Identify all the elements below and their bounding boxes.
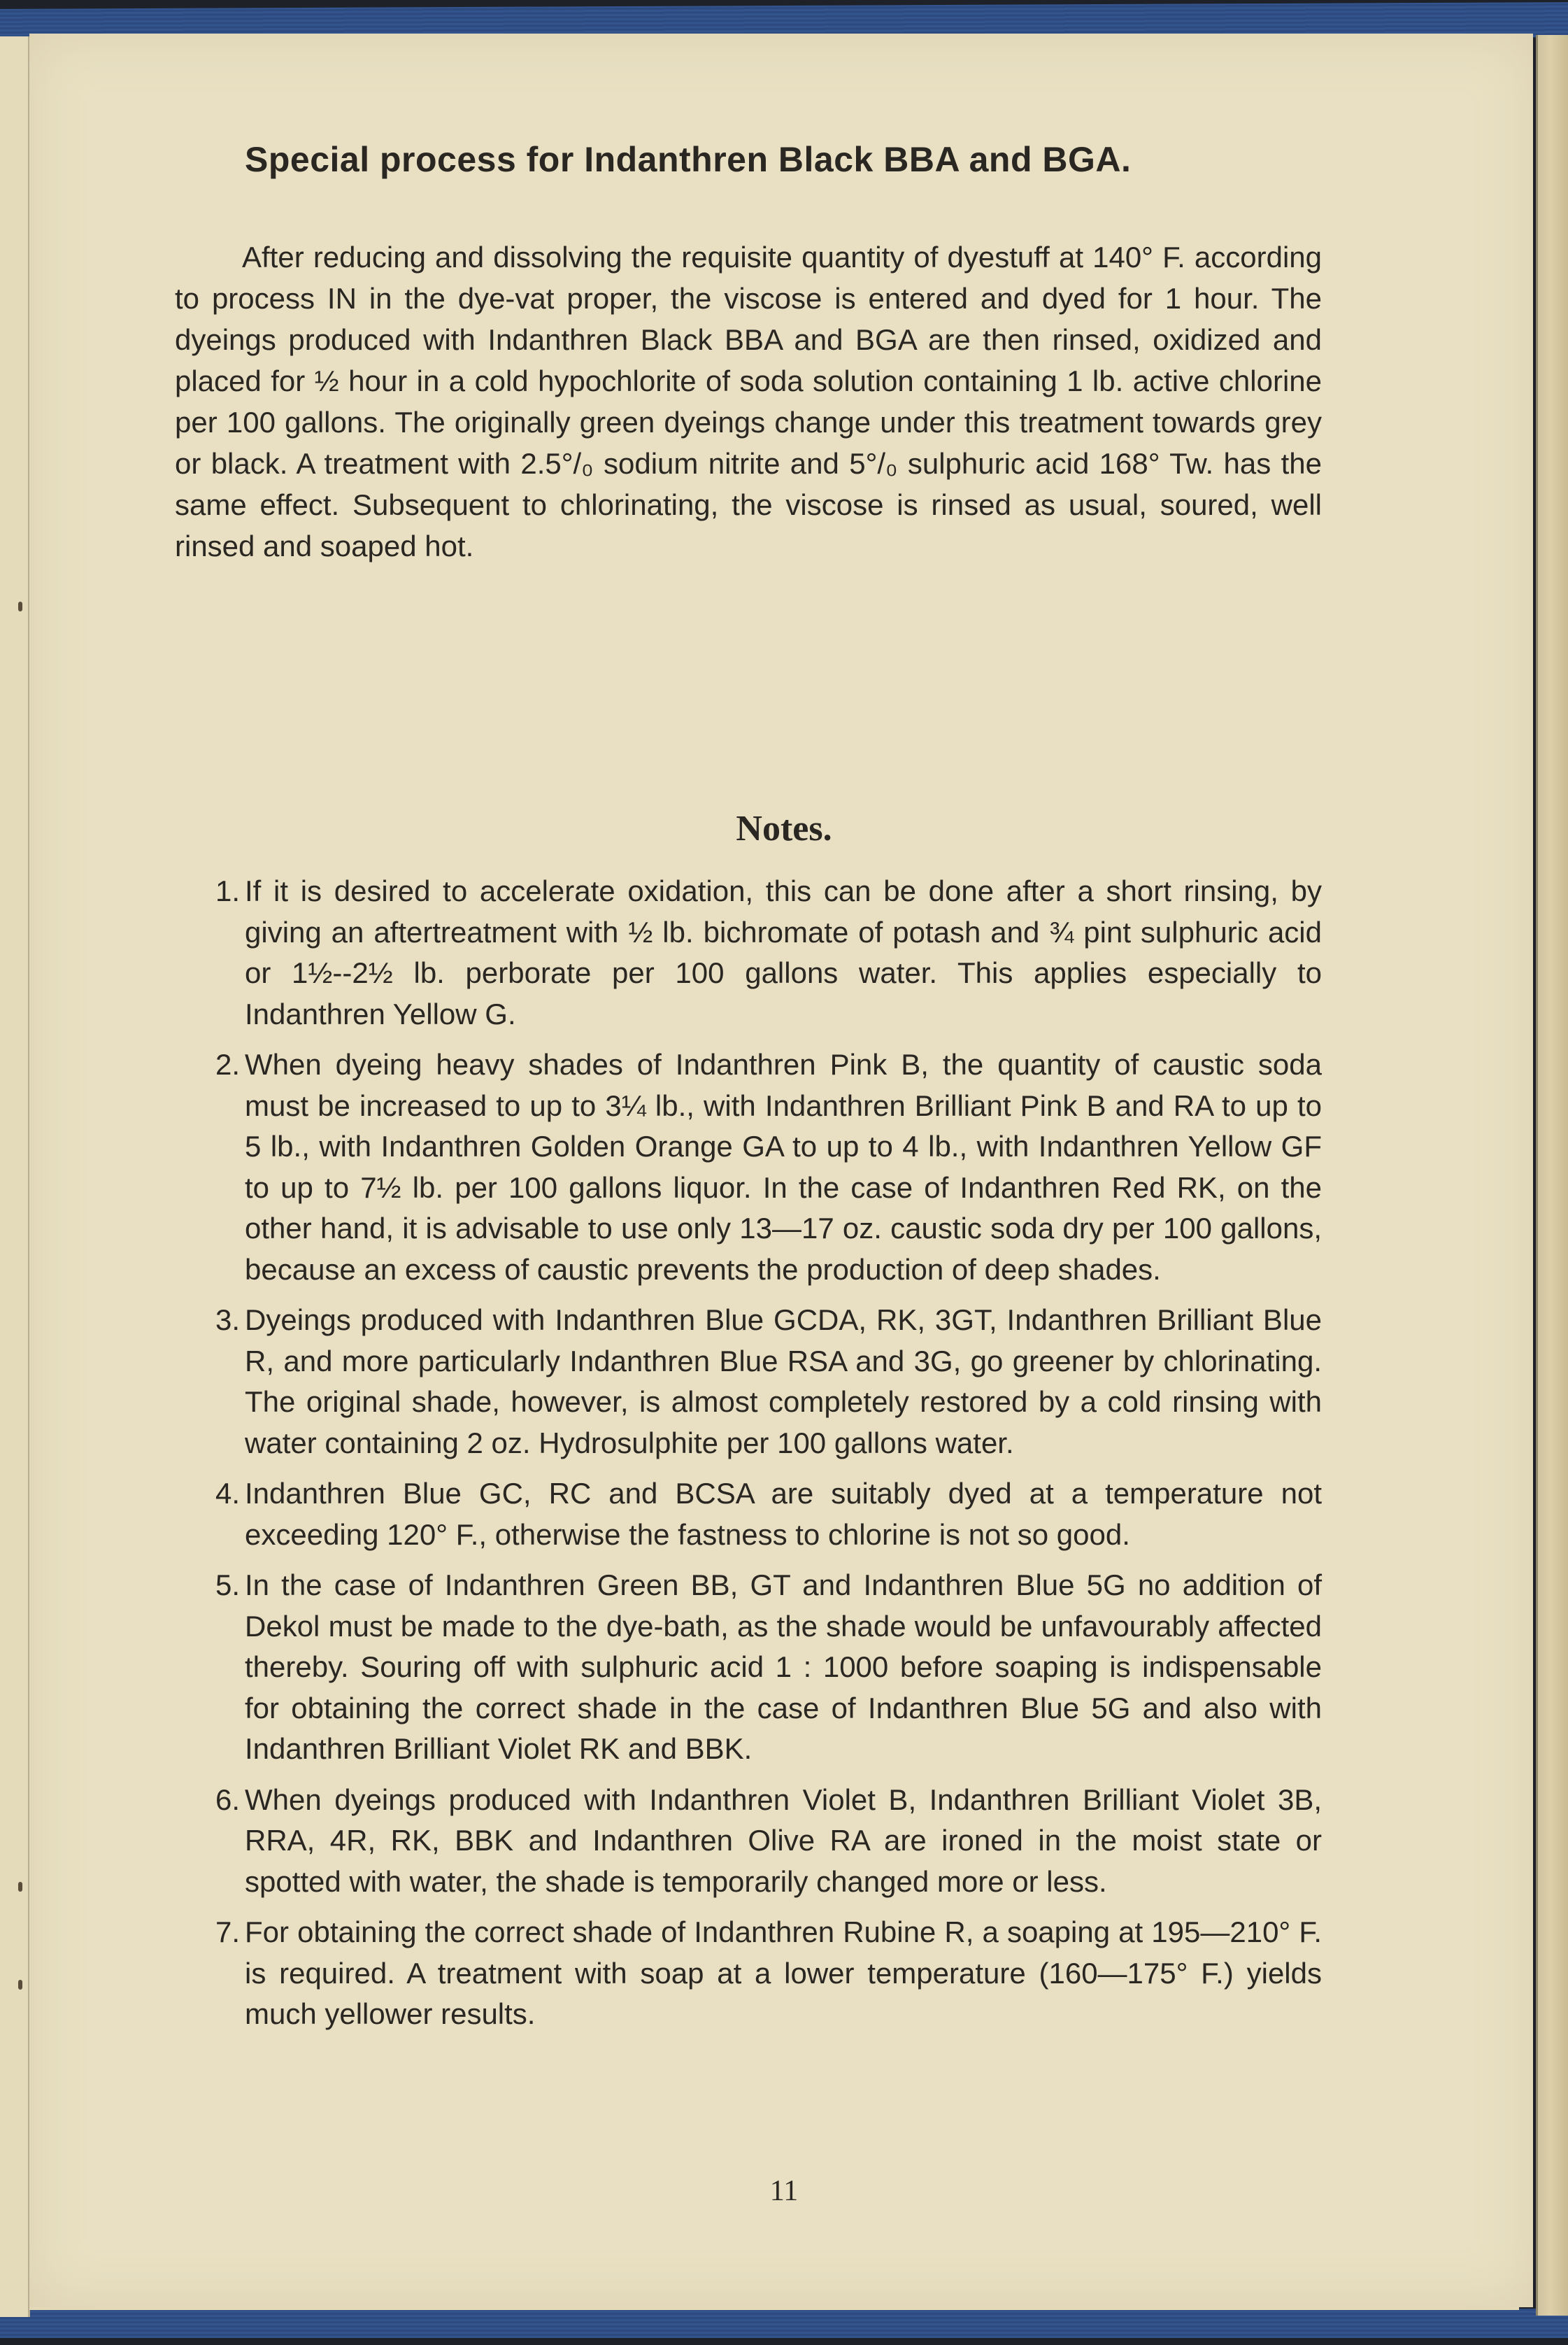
page-edges-right [1536,35,1568,2316]
binding-staple-mark [18,602,22,611]
note-item [175,1780,1322,1903]
book-cloth-bottom [0,2309,1568,2338]
intro-paragraph: After reducing and dissolving the requisite quantity of dyestuff at 140° F. according to process IN in the dye-vat proper, the viscose is entered and dyed for 1 hour. The dyeings produced with Indanthren Black BBA and BGA are then rinsed, oxidized and placed for ½ hour in a cold hypochlorite of soda solution containing 1 lb. active chlorine per 100 gallons. The originally green dyeings change under this treatment towards grey or black. A treatment with 2.5°/₀ sodium nitrite and 5°/₀ sulphuric acid 168° Tw. has the same effect. Subsequent to chlorinating, the viscose is rinsed as usual, soured, well rinsed and soaped hot. [175,241,1322,562]
note-text: When dyeing heavy shades of Indanthren Pink B, the quantity of caustic soda must be increased to up to 3¼ lb., with Indanthren Brilliant Pink B and RA to up to 5 lb., with Indanthren Golden Orange GA to up to 4 lb., with Indanthren Yellow GF to up to 7½ lb. per 100 gallons liquor. In the case of Indanthren Red RK, on the other hand, it is advisable to use only 13—17 oz. caustic soda dry per 100 gallons, because an excess of caustic prevents the production of deep shades. [245,1048,1322,1286]
note-number: 7. [215,1915,241,1948]
section-heading: Special process for Indanthren Black BBA and BGA. [245,139,1132,179]
binding-staple-mark [18,1882,22,1892]
note-number: 3. [215,1303,241,1336]
notes-list [175,871,1322,2045]
note-text: For obtaining the correct shade of Indanthren Rubine R, a soaping at 195—210° F. is required. A treatment with soap at a lower temperature (160—175° F.) yields much yellower results. [245,1915,1322,2030]
note-number: 5. [215,1568,241,1601]
notes-heading: Notes. [736,809,832,849]
note-number: 4. [215,1477,241,1510]
note-number: 1. [215,874,241,907]
note-item [175,1044,1322,1290]
note-number: 2. [215,1048,241,1081]
note-item [175,1300,1322,1464]
page-number: 11 [769,2175,799,2207]
note-text: Dyeings produced with Indanthren Blue GCDA, RK, 3GT, Indanthren Brilliant Blue R, and more particularly Indanthren Blue RSA and 3G, go greener by chlorinating. The original shade, however, is almost completely restored by a cold rinsing with water containing 2 oz. Hydrosulphite per 100 gallons water. [245,1303,1322,1459]
note-text: In the case of Indanthren Green BB, GT and Indanthren Blue 5G no addition of Dekol must be made to the dye-bath, as the shade would be unfavourably affected thereby. Souring off with sulphuric acid 1 : 1000 before soaping is indispensable for obtaining the correct shade in the case of Indanthren Blue 5G and also with Indanthren Brilliant Violet RK and BBK. [245,1568,1322,1765]
note-text: When dyeings produced with Indanthren Violet B, Indanthren Brilliant Violet 3B, RRA, 4R, RK, BBK and Indanthren Olive RA are ironed in the moist state or spotted with water, the shade is temporarily changed more or less. [245,1783,1322,1898]
note-text: Indanthren Blue GC, RC and BCSA are suitably dyed at a temperature not exceeding 120° F., otherwise the fastness to chlorine is not so good. [245,1477,1322,1551]
book-spine-left [0,36,30,2317]
note-item [175,1565,1322,1770]
note-number: 6. [215,1783,241,1816]
note-item [175,871,1322,1035]
note-item [175,1473,1322,1555]
note-text: If it is desired to accelerate oxidation, this can be done after a short rinsing, by giving an aftertreatment with ½ lb. bichromate of potash and ¾ pint sulphuric acid or 1½--2½ lb. perborate per 100 gallons water. This applies especially to Indanthren Yellow G. [245,874,1322,1030]
note-item [175,1912,1322,2035]
binding-staple-mark [18,1980,22,1990]
